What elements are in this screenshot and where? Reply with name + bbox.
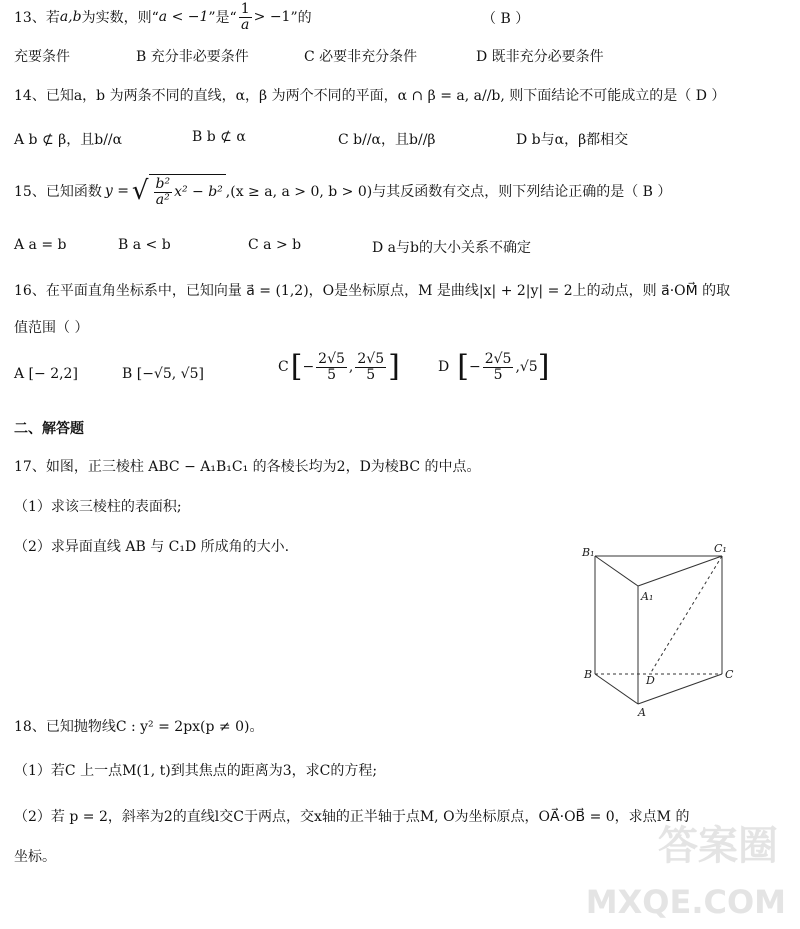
q15-stem <box>14 174 671 207</box>
q18-stem: 18、已知抛物线C : y² = 2px(p ≠ 0)。 <box>14 719 264 735</box>
edge-ba <box>595 674 638 704</box>
q15-fraction: $\frac{\text{b²}}{\text{a²}}$ <box>155 176 171 208</box>
label-b: B <box>584 668 593 681</box>
q14-option-c: C b//α，且b//β <box>338 132 436 148</box>
q17-part2: （2）求异面直线 AB 与 C₁D 所成角的大小. <box>14 539 290 555</box>
label-a: A <box>638 706 646 718</box>
q16-line2: 值范围（ ） <box>14 320 89 336</box>
q16-option-a: A [− 2,2] <box>14 366 78 382</box>
edge-b1a1 <box>595 556 638 586</box>
label-b1: B₁ <box>582 546 595 559</box>
section-title: 二、解答题 <box>14 421 84 437</box>
q14-option-a: A b ⊄ β，且b//α <box>14 132 123 148</box>
q15-sqrt: √ $\frac{\text{b²}}{\text{a²}}$ x² − b² <box>132 174 226 207</box>
label-d: D <box>646 674 655 687</box>
label-c1: C₁ <box>714 542 727 555</box>
q15-option-a: A a = b <box>14 237 67 253</box>
q16-line1: 16、在平面直角坐标系中，已知向量 a⃗ = (1,2)，O是坐标原点，M 是曲线|x| + 2|y| = 2上的动点，则 a⃗·OM⃗ 的取 <box>14 283 731 299</box>
q13-stem <box>14 2 312 32</box>
label-a1: A₁ <box>641 590 654 603</box>
q15-y-eq: y = <box>104 182 129 199</box>
segment-c1d <box>650 556 722 674</box>
q13-text-e: ”的 <box>290 10 312 27</box>
q16-option-d: D [ − $\frac{2√5}{5}$ , √5 ] <box>438 349 550 385</box>
q13-text-c: 为实数，则“ <box>81 10 159 27</box>
q17-stem: 17、如图，正三棱柱 ABC − A₁B₁C₁ 的各棱长均为2，D为棱BC 的中点。 <box>14 459 481 475</box>
q13-fraction: $\frac{1}{a}$ <box>240 1 250 33</box>
q13-text-a: 13、若 <box>14 10 60 27</box>
prism-figure <box>580 542 750 718</box>
q13-option-a: 充要条件 <box>14 49 70 65</box>
q14-option-d: D b与α，β都相交 <box>516 132 629 148</box>
q18-part2-cont: 坐标。 <box>14 849 56 865</box>
q13-vars: a,b <box>59 9 82 26</box>
q14-stem: 14、已知a，b 为两条不同的直线，α，β 为两个不同的平面，α ∩ β = a, a//b, 则下面结论不可能成立的是（ D ） <box>14 88 726 104</box>
q18-part1: （1）若C 上一点M(1, t)到其焦点的距离为3，求C的方程; <box>14 763 378 779</box>
q13-text-d: ”是“ <box>208 10 237 27</box>
q13-condition-1: a < −1 <box>158 9 209 26</box>
edge-a1c1 <box>638 556 722 586</box>
q15-option-b: B a < b <box>118 237 171 253</box>
q15-text-b: ,(x ≥ a, a > 0, b > 0)与其反函数有交点，则下列结论正确的是（ B ） <box>225 183 672 200</box>
q16-option-b: B [−√5, √5] <box>122 366 204 382</box>
q13-condition-2: > −1 <box>253 9 291 26</box>
q15-option-d: D a与b的大小关系不确定 <box>372 240 531 256</box>
q13-option-c: C 必要非充分条件 <box>304 49 418 65</box>
label-c: C <box>725 668 734 681</box>
watermark-url: MXQE.COM <box>585 883 786 921</box>
q13-answer: （ B ） <box>482 11 530 27</box>
q18-part2: （2）若 p = 2，斜率为2的直线l交C于两点，交x轴的正半轴于点M, O为坐标原点，OA⃗·OB⃗ = 0，求点M 的 <box>14 809 690 825</box>
q15-option-c: C a > b <box>248 237 302 253</box>
q15-text-a: 15、已知函数 <box>14 183 102 200</box>
watermark-logo: 答案圈 <box>658 823 778 869</box>
q17-part1: （1）求该三棱柱的表面积; <box>14 499 182 515</box>
q14-option-b: B b ⊄ α <box>192 129 246 145</box>
q16-option-c: C [ − $\frac{2√5}{5}$ , $\frac{2√5}{5}$ ] <box>278 349 400 385</box>
q13-option-b: B 充分非必要条件 <box>136 49 249 65</box>
q13-option-d: D 既非充分必要条件 <box>476 49 604 65</box>
